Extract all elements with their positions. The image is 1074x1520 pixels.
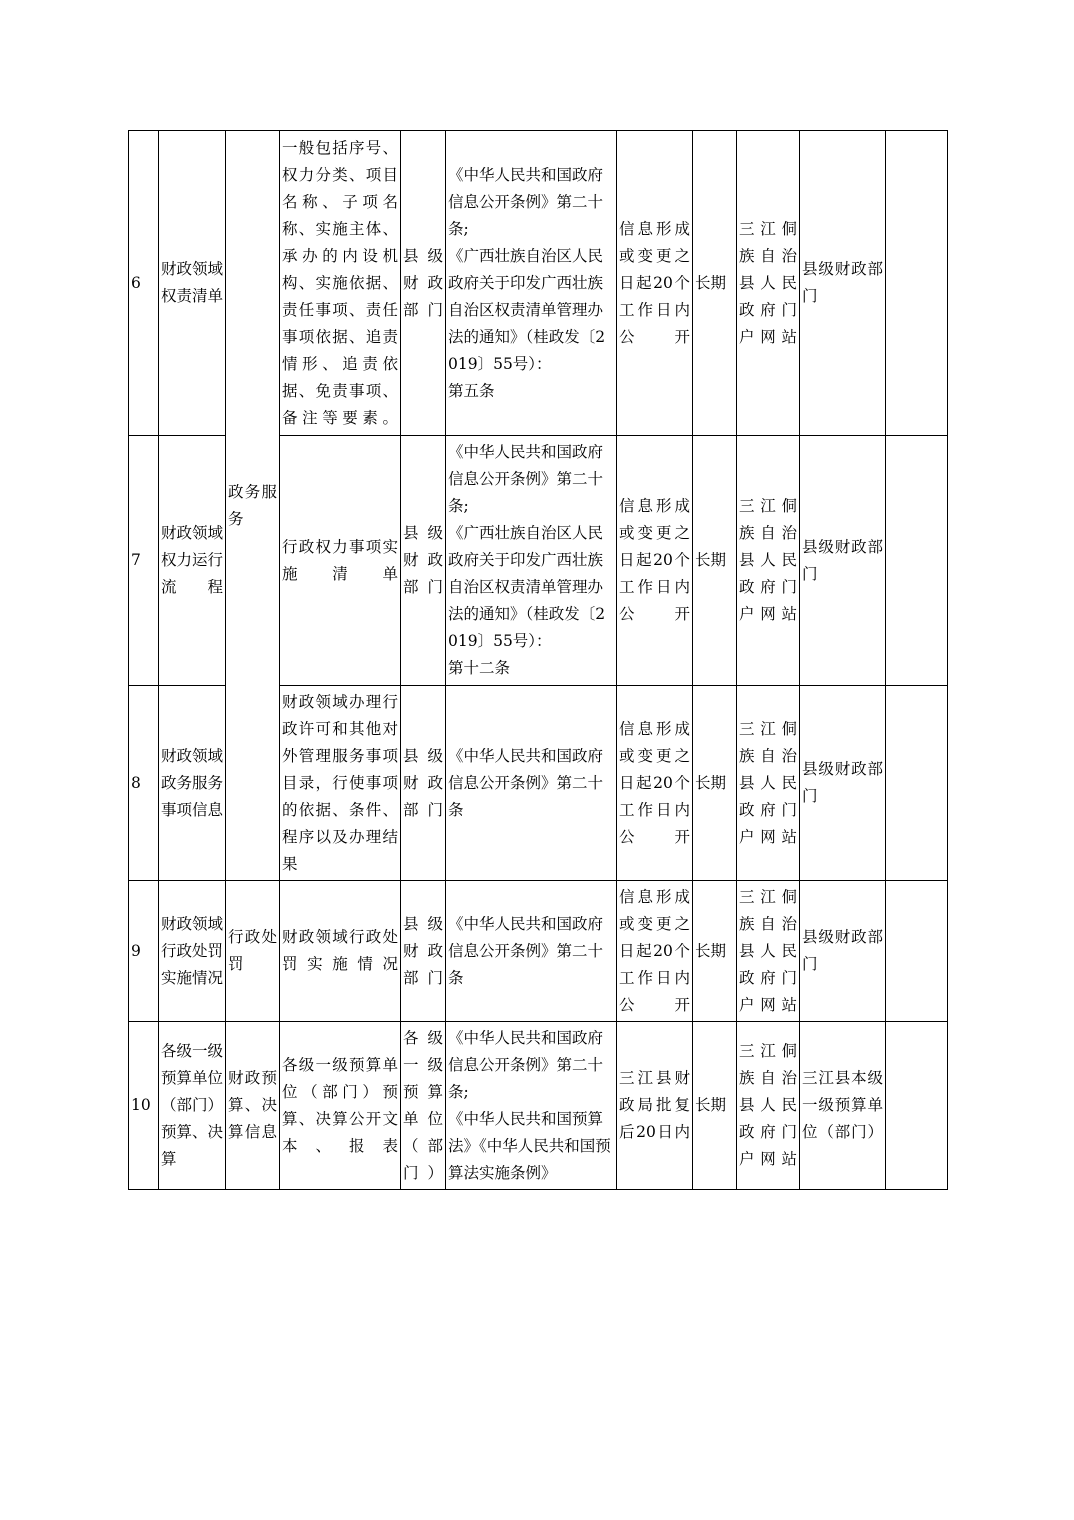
channel-cell: 三江侗族自治县人民政府门户网站	[737, 1022, 800, 1190]
category-cell: 政务服务	[226, 131, 280, 881]
item-name: 财政领域权责清单	[159, 131, 226, 436]
period-cell: 长期	[693, 881, 737, 1022]
table-row	[129, 1022, 948, 1190]
basis-line: 《广西壮族自治区人民政府关于印发广西壮族自治区权责清单管理办法的通知》（桂政发〔2019〕55号）：	[448, 246, 606, 373]
remark-cell	[886, 881, 948, 1022]
remark-cell	[886, 436, 948, 686]
basis-line: 《中华人民共和国政府信息公开条例》第二十条	[448, 914, 604, 987]
period-cell: 长期	[693, 686, 737, 881]
basis-line: 《中华人民共和国预算法》《中华人民共和国预算法实施条例》	[448, 1109, 611, 1182]
basis-cell	[446, 131, 617, 436]
basis-line: 《广西壮族自治区人民政府关于印发广西壮族自治区权责清单管理办法的通知》（桂政发〔2019〕55号）：	[448, 524, 606, 650]
basis-line: 第五条	[448, 381, 495, 400]
remark-cell	[886, 1022, 948, 1190]
row-number: 6	[129, 131, 159, 436]
time-cell: 信息形成或变更之日起20个工作日内公开	[617, 131, 693, 436]
content-cell: 财政领域办理行政许可和其他对外管理服务事项目录，行使事项的依据、条件、程序以及办理结果	[280, 686, 401, 881]
disclosure-table	[128, 130, 948, 1190]
category-cell: 财政预算、决算信息	[226, 1022, 280, 1190]
category-cell: 行政处罚	[226, 881, 280, 1022]
table-row	[129, 881, 948, 1022]
content-cell: 行政权力事项实施清单	[280, 436, 401, 686]
table-row	[129, 131, 948, 436]
basis-line: 《中华人民共和国政府信息公开条例》第二十条;	[448, 443, 604, 515]
time-cell: 信息形成或变更之日起20个工作日内公开	[617, 686, 693, 881]
row-number: 8	[129, 686, 159, 881]
subject-cell: 县级财政部门	[800, 436, 886, 686]
unit-cell: 县级财政部门	[401, 881, 446, 1022]
unit-cell: 各级一级预算单位（部门）	[401, 1022, 446, 1190]
basis-cell	[446, 881, 617, 1022]
item-name: 各级一级预算单位（部门）预算、决算	[159, 1022, 226, 1190]
channel-cell: 三江侗族自治县人民政府门户网站	[737, 436, 800, 686]
period-cell: 长期	[693, 131, 737, 436]
remark-cell	[886, 686, 948, 881]
unit-cell: 县级财政部门	[401, 686, 446, 881]
item-name: 财政领域政务服务事项信息	[159, 686, 226, 881]
basis-cell	[446, 686, 617, 881]
content-cell: 财政领域行政处罚实施情况	[280, 881, 401, 1022]
unit-cell: 县级财政部门	[401, 131, 446, 436]
time-cell: 三江县财政局批复后20日内	[617, 1022, 693, 1190]
subject-cell: 三江县本级一级预算单位（部门）	[800, 1022, 886, 1190]
content-cell: 各级一级预算单位（部门）预算、决算公开文本、报表	[280, 1022, 401, 1190]
unit-cell: 县级财政部门	[401, 436, 446, 686]
row-number: 7	[129, 436, 159, 686]
subject-cell: 县级财政部门	[800, 686, 886, 881]
basis-line: 《中华人民共和国政府信息公开条例》第二十条;	[448, 1028, 604, 1101]
basis-line: 《中华人民共和国政府信息公开条例》第二十条	[448, 746, 604, 819]
basis-cell	[446, 436, 617, 686]
subject-cell: 县级财政部门	[800, 131, 886, 436]
content-cell: 一般包括序号、权力分类、项目名称、子项名称、实施主体、承办的内设机构、实施依据、责任事项、责任事项依据、追责情形、追责依据、免责事项、备注等要素。	[280, 131, 401, 436]
basis-line: 《中华人民共和国政府信息公开条例》第二十条;	[448, 165, 604, 238]
subject-cell: 县级财政部门	[800, 881, 886, 1022]
item-name: 财政领域行政处罚实施情况	[159, 881, 226, 1022]
channel-cell: 三江侗族自治县人民政府门户网站	[737, 881, 800, 1022]
channel-cell: 三江侗族自治县人民政府门户网站	[737, 686, 800, 881]
channel-cell: 三江侗族自治县人民政府门户网站	[737, 131, 800, 436]
time-cell: 信息形成或变更之日起20个工作日内公开	[617, 881, 693, 1022]
item-name: 财政领域权力运行流程	[159, 436, 226, 686]
row-number: 9	[129, 881, 159, 1022]
period-cell: 长期	[693, 436, 737, 686]
basis-line: 第十二条	[448, 659, 511, 677]
remark-cell	[886, 131, 948, 436]
basis-cell	[446, 1022, 617, 1190]
period-cell: 长期	[693, 1022, 737, 1190]
row-number: 10	[129, 1022, 159, 1190]
time-cell: 信息形成或变更之日起20个工作日内公开	[617, 436, 693, 686]
